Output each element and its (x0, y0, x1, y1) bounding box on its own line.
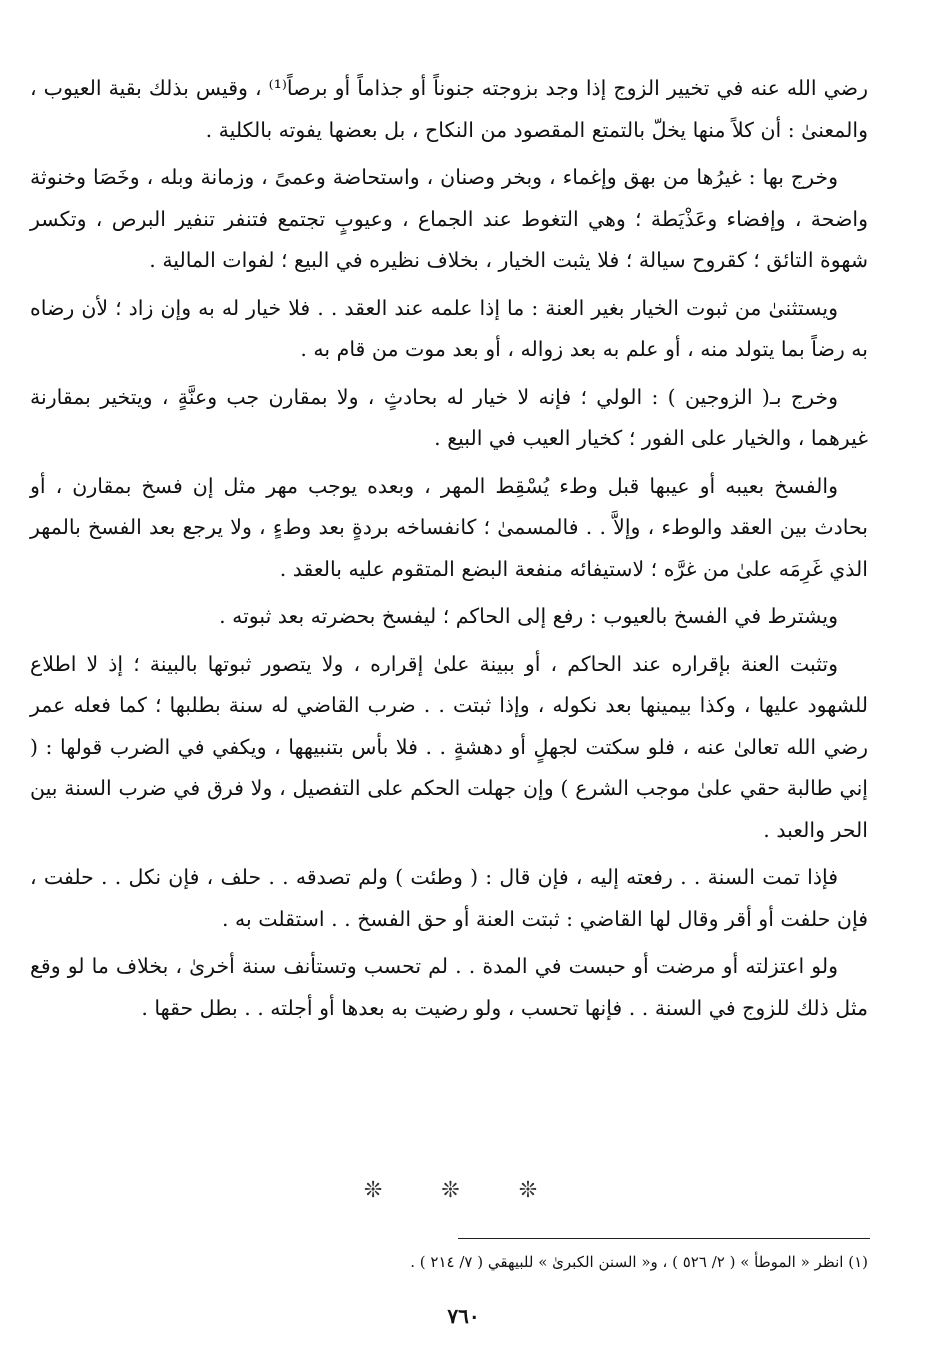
paragraph: فإذا تمت السنة . . رفعته إليه ، فإن قال : ( وطئت ) ولم تصدقه . . حلف ، فإن نكل . . حلفت ، فإن حلفت أو أقر وقال لها القاضي : ثبتت العنة أو حق الفسخ . . استقلت به . (30, 865, 868, 931)
page-number: ٧٦٠ (447, 1304, 480, 1328)
paragraph: وخرج بـ( الزوجين ) : الولي ؛ فإنه لا خيار له بحادثٍ ، ولا بمقارن جب وعنَّةٍ ، ويتخير بمقارنة غيرهما ، والخيار على الفور ؛ كخيار العيب في البيع . (30, 384, 868, 450)
paragraph: رضي الله عنه في تخيير الزوج إذا وجد بزوجته جنوناً أو جذاماً أو برصاً⁽¹⁾ ، وقيس بذلك بقية العيوب ، والمعنىٰ : أن كلاً منها يخلّ بالتمتع المقصود من النكاح ، بل بعضها يفوته بالكلية . (30, 76, 868, 142)
paragraph: والفسخ بعيبه أو عيبها قبل وطء يُسْقِط المهر ، وبعده يوجب مهر مثل إن فسخ بمقارن ، أو بحادث بين العقد والوطء ، وإلاَّ . . فالمسمىٰ ؛ كانفساخه بردةٍ بعد وطءٍ ، ولا يرجع بعد الفسخ بالمهر الذي غَرِمَه علىٰ من غرَّه ؛ لاستيفائه منفعة البضع المتقوم عليه بالعقد . (30, 473, 868, 581)
paragraph: ويشترط في الفسخ بالعيوب : رفع إلى الحاكم ؛ ليفسخ بحضرته بعد ثبوته . (219, 604, 838, 628)
paragraph: ولو اعتزلته أو مرضت أو حبست في المدة . . لم تحسب وتستأنف سنة أخرىٰ ، بخلاف ما لو وقع مثل ذلك للزوج في السنة . . فإنها تحسب ، ولو رضيت به بعدها أو أجلته . . بطل حقها . (30, 954, 868, 1020)
footnote-divider (458, 1238, 870, 1239)
paragraph: وخرج بها : غيرُها من بهق وإغماء ، وبخر وصنان ، واستحاضة وعمىً ، وزمانة وبله ، وخَصَا وخنوثة واضحة ، وإفضاء وعَذْيَطة ؛ وهي التغوط عند الجماع ، وعيوبٍ تجتمع فتنفر تنفير البرص ، وتكسر شهوة التائق ؛ كقروح سيالة ؛ فلا يثبت الخيار ، بخلاف نظيره في البيع ؛ لفوات المالية . (30, 165, 868, 272)
paragraph: ويستثنىٰ من ثبوت الخيار بغير العنة : ما إذا علمه عند العقد . . فلا خيار له به وإن زاد ؛ لأن رضاه به رضاً بما يتولد منه ، أو علم به بعد زواله ، أو بعد موت من قام به . (30, 295, 868, 361)
section-separator: ❊ ❊ ❊ (363, 1178, 564, 1203)
footnote: (١) انظر « الموطأ » ( ٢/ ٥٢٦ ) ، و« السنن الكبرىٰ » للبيهقي ( ٧/ ٢١٤ ) . (410, 1253, 868, 1271)
paragraph: وتثبت العنة بإقراره عند الحاكم ، أو ببينة علىٰ إقراره ، ولا يتصور ثبوتها بالبينة ؛ إذ لا اطلاع للشهود عليها ، وكذا بيمينها بعد نكوله ، وإذا ثبتت . . ضرب القاضي له سنة بطلبها ؛ كما فعله عمر رضي الله تعالىٰ عنه ، فلو سكتت لجهلٍ أو دهشةٍ . . فلا بأس بتنبيهها ، ويكفي في الضرب قولها : ( إني طالبة حقي علىٰ موجب الشرع ) وإن جهلت الحكم على التفصيل ، ولا فرق في ضرب السنة بين الحر والعبد . (30, 651, 868, 842)
body-text (30, 68, 868, 1035)
